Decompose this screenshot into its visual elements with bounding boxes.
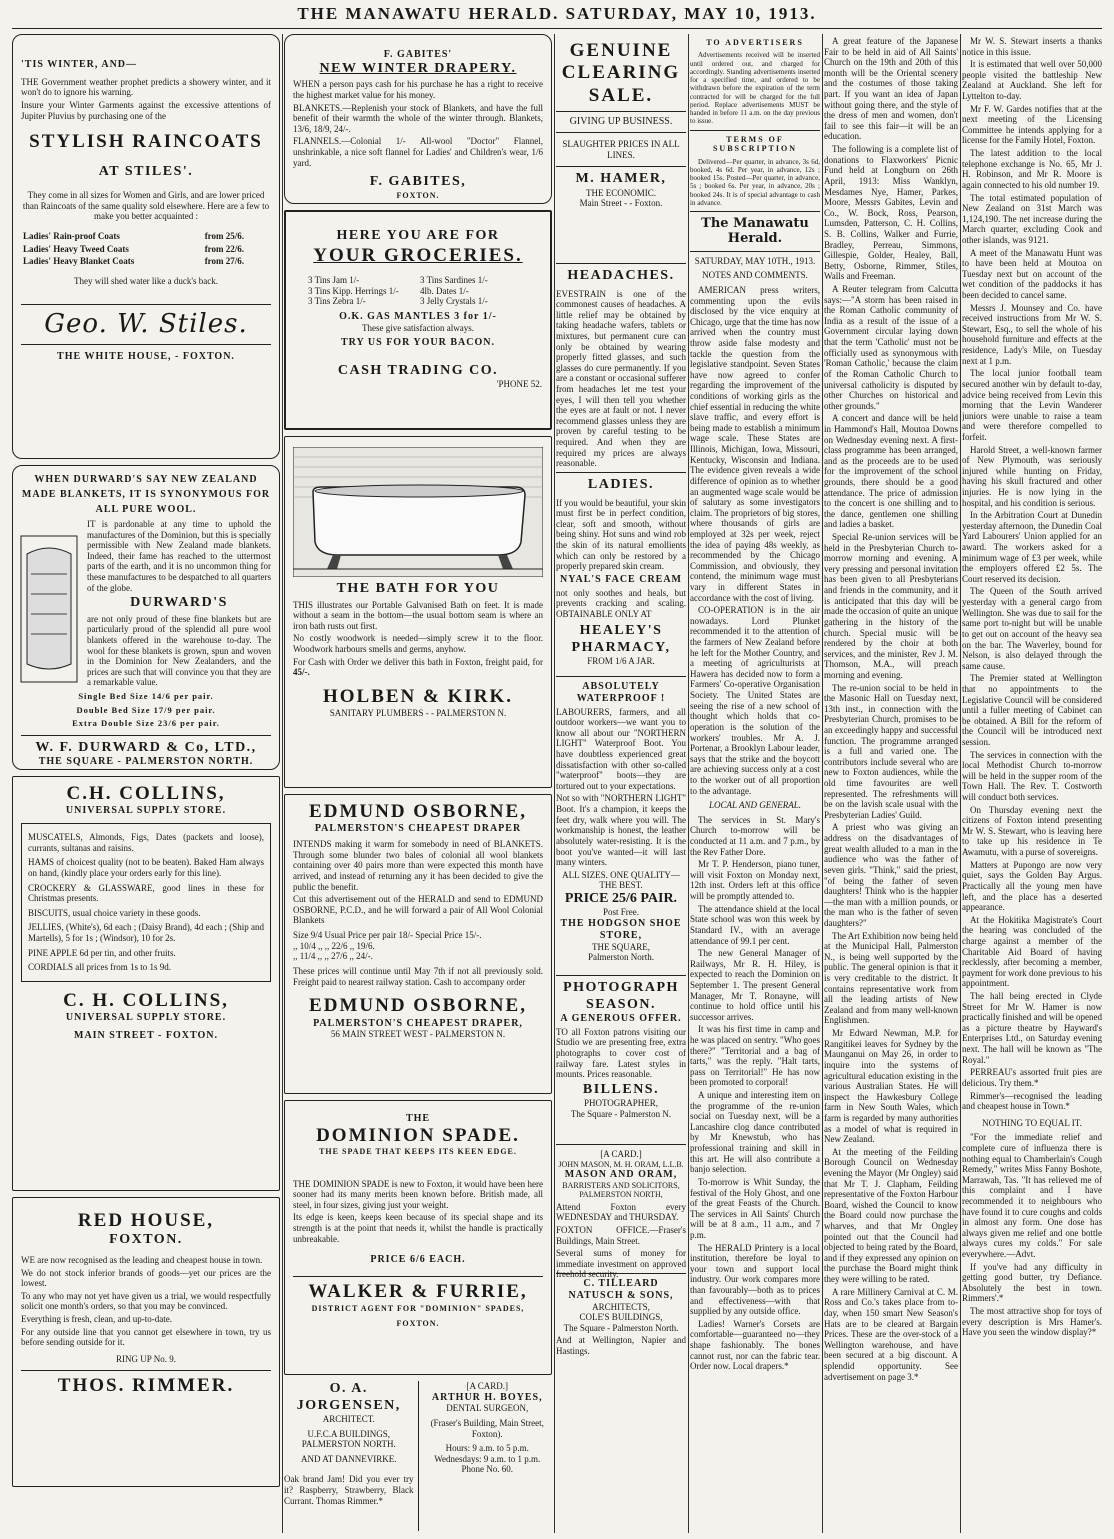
column-4	[690, 34, 820, 1533]
tilleard-text: And at Wellington, Napier and Hastings.	[556, 1335, 686, 1357]
collins-title: C. H. COLLINS,	[63, 989, 229, 1011]
list-item: 3 Tins Zebra 1/-	[308, 296, 366, 307]
column-3	[556, 34, 686, 1533]
article-text: The HERALD Printery is a local institution, therefore be loyal to your town and support local industry. Our work compares more than favourably—both as to prices and effectiveness—with that supplied by any outside office.	[690, 1242, 820, 1317]
headaches-advert	[556, 268, 686, 468]
durward-advert	[12, 465, 280, 770]
article-text: The total estimated population of New Zealand on 31st March was 1,124,190. The net increase during the March quarter, excluding Cook and other islands, was 9121.	[962, 192, 1102, 245]
article-text: The new General Manager of Railways, Mr R. H. Hiley, is expected to reach the Dominion on September 1. The present General Manager, Mr T. Ronayne, will continue to hold office until his successor arrives.	[690, 948, 820, 1022]
article-text: A Reuter telegram from Calcutta says:—"A storm has been raised in the Roman Catholic community of India as a result of the issue of a Government circular laying down that the term 'Catholic' must not be officially used as synonymous with 'Roman Catholic,' because the claim of the Roman Catholic Church to universal catholicity is disputed by other Churches on historical and other grounds."	[824, 284, 958, 411]
article-text: CO-OPERATION is in the air nowadays. Lord Plunket recommended it to the attention of the farmers of New Zealand before he left for the Mother Country, and a meeting of agriculturists at Hawera has decided now to form a Farmers' Co-operative Organisation Society. The United States are seeing the rise of a new school of thought which holds that co-operation is the solution of the workers' troubles. Mr A. J. Portenar, a Brooklyn Labour leader, says that the strike and the boycott are achieving success only at a cost to the worker out of all proportion to the advantage.	[690, 605, 820, 796]
hodgson-firm: THE HODGSON SHOE STORE,	[560, 918, 682, 941]
osborne-text: INTENDS making it warm for somebody in need of BLANKETS. Through some blunder two bales of colonial all wool blankets containing over 40 pairs more than were expected this month have arrived, and instead of returning any it has been decided to give the public the benefit.	[293, 839, 543, 892]
stiles-text: Insure your Winter Garments against the excessive attentions of Jupiter Pluvius by purchasing one of the	[21, 100, 271, 121]
gabites-title: NEW WINTER DRAPERY.	[319, 60, 517, 76]
advertisers-text: Advertisements received will be inserted until ordered out, and charged for accordingly. Standing advertisements inserted for a specified time, and ordered to be withdrawn before the expiration of the term contracted for will be charged for the full period. Replace advertisements MUST be handed in before 11 a.m. on the day previous to issue.	[690, 51, 820, 126]
cashtrading-list	[294, 275, 542, 307]
column-divider	[822, 34, 823, 1533]
collins-subtitle: UNIVERSAL SUPPLY STORE.	[65, 805, 227, 817]
stiles-signature: Geo. W. Stiles.	[21, 304, 271, 345]
osborne-subtitle: PALMERSTON'S CHEAPEST DRAPER	[314, 823, 522, 835]
hodgson-address: Palmerston North.	[588, 952, 654, 963]
masthead-rule	[12, 28, 1102, 29]
stiles-advert	[12, 34, 280, 459]
boyes-role: DENTAL SURGEON,	[446, 1403, 529, 1414]
osborne-title: EDMUND OSBORNE,	[309, 801, 527, 822]
redhouse-text: We do not stock inferior brands of goods—yet our prices are the lowest.	[21, 1267, 271, 1289]
sale-giving-up: GIVING UP BUSINESS.	[569, 116, 673, 128]
cashtrading-heading: HERE YOU ARE FOR	[336, 228, 500, 243]
list-item: 3 Tins Kipp. Herrings 1/-	[308, 285, 399, 296]
table-row	[21, 230, 271, 243]
hodgson-advert	[556, 681, 686, 971]
collins-advert	[12, 776, 280, 1191]
article-text: Ladies! Warner's Corsets are comfortable—guaranteed no—they shape fashionably. The bones cannot rust, nor can the fabric tear. Order now. Local drapers.*	[690, 1318, 820, 1372]
spade-the: THE	[405, 1113, 431, 1124]
spade-subtitle: THE SPADE THAT KEEPS ITS KEEN EDGE.	[319, 1147, 517, 1157]
durward-text: IT is pardonable at any time to uphold the manufactures of the Dominion, but this is specially permissible with New Zealand made blankets. Indeed, their fame has reached to the uttermost parts of the earth, and it is no uncommon thing for these manufactures to be despatched to all quarters of the globe.	[87, 519, 271, 593]
bath-text: THIS illustrates our Portable Galvanised Bath on feet. It is made without a seam in the bottom—the usual bottom seam is where an iron bath rusts out first.	[293, 599, 543, 631]
article-text: On Thursday evening next the citizens of Foxton intend presenting Mr W. S. Stewart, who is leaving here to take up his residence in Te Awamutu, with a purse of sovereigns.	[962, 804, 1102, 858]
bath-price: 45/-.	[293, 667, 310, 678]
article-text: A meet of the Manawatu Hunt was to have been held at Moutoa on Tuesday next but on account of the wet condition of the paddocks it has been decided to cancel same.	[962, 247, 1102, 301]
stiles-text: THE Government weather prophet predicts a showery winter, and it won't do to ignore his warning.	[21, 76, 271, 98]
cashtrading-advert	[284, 210, 552, 430]
spade-address: FOXTON.	[396, 1318, 440, 1328]
osborne-prices	[293, 930, 543, 962]
redhouse-subtitle: FOXTON.	[109, 1232, 183, 1248]
bath-address: SANITARY PLUMBERS - - PALMERSTON N.	[329, 708, 507, 719]
item-name: Ladies' Heavy Blanket Coats	[23, 256, 135, 267]
article-text: PERREAU's assorted fruit pies are delicious. Try them.*	[962, 1067, 1102, 1088]
item-price: from 25/6.	[204, 230, 245, 241]
advertisers-heading: TO ADVERTISERS	[706, 38, 804, 47]
tilleard-role: ARCHITECTS,	[592, 1301, 650, 1312]
osborne-address: 56 MAIN STREET WEST - PALMERSTON N.	[330, 1029, 506, 1040]
article-text: The services in St. Mary's Church to-morrow will be conducted at 11 a.m. and 7 p.m., by the Rev Father Dore.	[690, 814, 820, 857]
size-row: Extra Double Size 23/6 per pair.	[72, 718, 220, 729]
column-divider	[554, 34, 555, 1533]
blanket-illustration-icon	[19, 534, 79, 684]
spade-agent: DISTRICT AGENT FOR "DOMINION" SPADES,	[311, 1303, 525, 1313]
article-text: Mr F. W. Gardes notifies that at the next meeting of the Licensing Committee he intends applying for a license for the Family Hotel, Foxton.	[962, 103, 1102, 146]
hamer-firm: M. HAMER,	[575, 171, 667, 187]
hodgson-text: LABOURERS, farmers, and all outdoor workers—we want you to know all about our "NORTHERN LIGHT" Waterproof Boot. You have doubtless experienced great dissatisfaction with other so-called "waterproof" boots—they are tortured out to your expectations.	[556, 706, 686, 791]
article-text: Mr Edward Newman, M.P. for Rangitikei leaves for Sydney by the Maunganui on May 26, in order to inquire into the systems of agricultural education existing in the various Australian States. He will inspect the Hawkesbury College farm in New South Wales, which farm is regarded by many authorities as a model of what is required in New Zealand.	[824, 1028, 958, 1145]
article-text: It was his first time in camp and he was placed on sentry. "Who goes there?" "Territorial and a bag of tarts," was the reply. "Halt tarts, pass on Territorial!" He has now been promoted to corporal!	[690, 1024, 820, 1088]
hodgson-address: THE SQUARE,	[592, 941, 650, 952]
stiles-subtitle: AT STILES'.	[98, 163, 194, 179]
redhouse-text: For any outside line that you cannot get elsewhere in town, try us before sending outside for it.	[21, 1326, 271, 1348]
redhouse-text: Everything is fresh, clean, and up-to-date.	[21, 1313, 172, 1324]
osborne-subtitle: PALMERSTON'S CHEAPEST DRAPER,	[313, 1017, 523, 1029]
cashtrading-note: These give satisfaction always.	[362, 322, 474, 333]
mason-card-label: [A CARD.]	[600, 1149, 642, 1159]
boyes-name: ARTHUR H. BOYES,	[431, 1391, 543, 1403]
article-text: Messrs J. Mounsey and Co. have received instructions from Mr W. S. Stewart, Esq., to sell the whole of his household furniture and effects at the residence, Lady's Mile, on Tuesday next at 1 p.m.	[962, 302, 1102, 366]
list-item: HAMS of choicest quality (not to be beaten). Baked Ham always on hand, (kindly place your orders early for this line).	[28, 857, 264, 879]
spade-text: Its edge is keen, keeps keen because of its special shape and its strength is at the point that needs it, whilst the handle is practically unbreakable.	[293, 1212, 543, 1244]
jorgensen-card	[284, 1381, 419, 1531]
article-text: At the meeting of the Feilding Borough Council on Wednesday evening the Mayor (Mr Ongley) said that Mr T. J. Clapham, Feilding representative of the Foxton Harbour Board, wished the Council to know the Board could now purchase the wharves, and that Mr Ongley pointed out that the Council had objected to being rated by the Board, and if they expressed any opinion on the purchase the Board might think they were willing to be rated.	[824, 1146, 958, 1285]
durward-heading: WHEN DURWARD'S SAY NEW ZEALAND MADE BLANKETS, IT IS SYNONYMOUS FOR ALL PURE WOOL.	[21, 474, 271, 515]
healey-advert	[556, 477, 686, 672]
boyes-card-label: [A CARD.]	[466, 1381, 508, 1391]
billens-role: PHOTOGRAPHER,	[583, 1098, 659, 1109]
stiles-price-table	[21, 230, 271, 268]
mason-text: Several sums of money for immediate investment on approved freehold security.	[556, 1248, 686, 1280]
table-row	[21, 243, 271, 256]
hodgson-sizes: ALL SIZES. ONE QUALITY—THE BEST.	[562, 869, 680, 891]
article-text: The local junior football team secured another win by default to-day, advice being received from Levin this morning that the Levin Wanderer juniors were unable to raise a team and were therefore compelled to forfeit.	[962, 368, 1102, 442]
bath-offer: For Cash with Order we deliver this bath in Foxton, freight paid, for	[293, 656, 543, 667]
hodgson-price: PRICE 25/6 PAIR.	[564, 890, 678, 906]
redhouse-signature: THOS. RIMMER.	[57, 1375, 235, 1397]
article-text: It is estimated that well over 50,000 people visited the battleship New Zealand at Auckland. She left for Lyttelton to-day.	[962, 59, 1102, 102]
size-row: Double Bed Size 17/9 per pair.	[76, 704, 216, 715]
billens-address: The Square - Palmerston N.	[570, 1109, 672, 1119]
gabites-firm: F. GABITES,	[369, 174, 467, 190]
boyes-address: (Fraser's Building, Main Street, Foxton).	[430, 1418, 544, 1439]
headaches-text: EVESTRAIN is one of the commonest causes of headaches. A little relief may be obtained by taking headache wafers, tablets or mixtures, but permanent cure can only be obtained by wearing properly fitted glasses, and such glasses do cure permanently. If you are a constant or occasional sufferer from headaches let me test your eyes, I will then tell you whether the eyes are at fault or not. I never recommend glasses unless they are proven by careful testing to be required. And when they are required my prices are always reasonable.	[556, 288, 686, 469]
article-text: The Queen of the South arrived yesterday with a general cargo from Wellington. She was due to sail for the same port to-night but will be unable to get out on account of the heavy sea on the bar. The Waverley, bound for Nelson, is also delayed through the same cause.	[962, 586, 1102, 671]
article-text: The services in connection with the local Methodist Church to-morrow will be held in the supper room of the Town Hall. The Rev. T. Costworth will conduct both services.	[962, 749, 1102, 803]
spade-price: PRICE 6/6 EACH.	[370, 1254, 466, 1266]
list-item: CORDIALS all prices from 1s to 1s 9d.	[28, 962, 171, 973]
article-text: The hall being erected in Clyde Street for Mr W. Hamer is now practically finished and will be opened as a picture theatre by Hayward's Enterprises Ltd., on Saturday evening next. The hall will be known as "The Royal."	[962, 991, 1102, 1065]
article-text: The most attractive shop for toys of every description is Mrs Hamer's. Have you seen the window display?*	[962, 1306, 1102, 1338]
cashtrading-mantles: O.K. GAS MANTLES 3 for 1/-	[339, 310, 497, 322]
bath-advert	[284, 436, 552, 788]
article-text: Matters at Pupongo are now very quiet, says the Golden Bay Argus. Practically all the young men have left, and the place has a deserted appearance.	[962, 859, 1102, 913]
redhouse-title: RED HOUSE,	[77, 1210, 215, 1231]
article-text: The re-union social to be held in the Masonic Hall on Tuesday next, 13th inst., in connection with the Presbyterian Church, promises to be an exceedingly happy and successful function. The programme arranged is a full and varied one. The contributors include several who are new to Foxton audiences, while the old time favourites are well represented. The refreshments will be on the lavish scale usual with the Presbyterian Ladies' Guild.	[824, 682, 958, 820]
nyal-cream: NYAL'S FACE CREAM	[559, 573, 682, 585]
bath-illustration-icon	[293, 447, 543, 577]
durward-address: THE SQUARE - PALMERSTON NORTH.	[38, 756, 254, 768]
spade-title: DOMINION SPADE.	[316, 1124, 520, 1146]
photo-subtitle: A GENEROUS OFFER.	[560, 1013, 682, 1025]
list-item: 3 Tins Jam 1/-	[308, 274, 360, 285]
column-divider	[688, 34, 689, 1533]
masthead: THE MANAWATU HERALD. SATURDAY, MAY 10, 1913.	[297, 4, 817, 23]
mason-role: BARRISTERS AND SOLICITORS, PALMERSTON NORTH,	[562, 1180, 680, 1200]
durward-name: DURWARD'S	[130, 595, 228, 611]
article-text: Mr W. S. Stewart inserts a thanks notice in this issue.	[962, 36, 1102, 57]
tilleard-address: The Square - Palmerston North.	[563, 1322, 679, 1333]
billens-firm: BILLENS.	[582, 1081, 660, 1097]
mason-text: Attend Foxton every WEDNESDAY and THURSDAY.	[556, 1201, 686, 1223]
ladies-title: LADIES.	[587, 477, 655, 492]
list-item: 3 Tins Sardines 1/-	[420, 274, 488, 285]
article-text: "For the immediate relief and complete cure of influenza there is nothing equal to Chamberlain's Cough Remedy," writes Miss Fanny Boshote, Marrawah, Tas. "It has relieved me of this complaint and I have recommended it to neighbours who have found it to cure coughs and colds in almost any form. One dose has always given me relief and one bottle always cures my colds." For sale everywhere.—Advt.	[962, 1132, 1102, 1260]
durward-sizes	[21, 690, 271, 731]
article-text: At the Hokitika Magistrate's Court the hearing was concluded of the charge against a member of the Charitable Aid Board of having recklessly, after becoming a member, payment for work done previous to his appointment.	[962, 914, 1102, 989]
collins-address: MAIN STREET - FOXTON.	[74, 1030, 218, 1042]
item-name: Ladies' Heavy Tweed Coats	[23, 243, 129, 254]
jorgensen-name: O. A. JORGENSEN,	[296, 1381, 401, 1413]
gabites-text: WHEN a person pays cash for his purchase he has a right to receive the highest market value for his money.	[293, 79, 543, 100]
stiles-note: They will shed water like a duck's back.	[73, 275, 219, 286]
hodgson-title: WATERPROOF !	[576, 692, 666, 704]
healey-firm: HEALEY'S PHARMACY,	[571, 623, 671, 655]
stiles-text: They come in all sizes for Women and Girls, and are lower priced than Raincoats of the same quality sold elsewhere. Here are a few to make you better acquainted :	[22, 190, 270, 222]
sale-slaughter: SLAUGHTER PRICES IN ALL LINES.	[562, 139, 680, 160]
tilleard-firm: C. TILLEARD NATUSCH & SONS,	[568, 1278, 674, 1301]
article-text: The following is a complete list of donations to Flaxworkers' Picnic Fund held at Longburn on 26th April, 1913: Miss Wanklyn, Mesdames Nye, Hamer, Parkes, Moore, Messrs Gabites, Levin and Co., W. Bock, Ross, Pearson, Lumsden, Patterson, C. H. Collins, S. B. Collins, Walker and Furrie, Bradley, Perreau, Simmons, Gillespie, Golder, Healey, Ball, Betty, Osborne, Rimmer, Stiles, Walls and Freeman.	[824, 144, 958, 282]
subscription-text: Delivered—Per quarter, in advance, 3s 6d, booked, 4s 6d. Per year, in advance, 12s ; booked 15s. Posted—Per quarter, in advance, 5s ; booked 6s. Per year, in advance, 20s ; booked 24s. It is of special advantage to cash in advance.	[690, 157, 820, 207]
cashtrading-bacon: TRY US FOR YOUR BACON.	[341, 337, 495, 349]
column-6	[962, 34, 1102, 1533]
redhouse-phone: RING UP No. 9.	[116, 1353, 176, 1364]
article-text: The attendance shield at the local State school was won this week by Standard IV., with an average attendance of 99.1 per cent.	[690, 903, 820, 946]
gabites-text: FLANNELS.—Colonial 1/- All-wool "Doctor" Flannel, unshrinkable, a nice soft flannel for Ladies' and Children's wear, 1/6 yard.	[293, 136, 543, 168]
item-price: from 27/6.	[204, 256, 245, 267]
list-item: MUSCATELS, Almonds, Figs, Dates (packets and loose), currants, sultanas and raisins.	[28, 832, 264, 853]
gabites-pre: F. GABITES'	[383, 49, 453, 60]
tilleard-address: COLE'S BUILDINGS,	[579, 1312, 663, 1323]
herald-nameplate: The Manawatu Herald.	[701, 216, 809, 247]
photo-title: SEASON.	[585, 996, 657, 1012]
jorgensen-jam: Oak brand Jam! Did you ever try it? Raspberry, Strawberry, Black Currant. Thomas Rimmer.*	[284, 1474, 414, 1506]
hodgson-text: Not so with "NORTHERN LIGHT" Boot. It's a champion, it keeps the feet dry, walk where you will. The workmanship is honest, the leather absolutely water-resisting. It is the boot you've wanted—it will last many winters.	[556, 793, 686, 868]
article-text: AMERICAN press writers, commenting upon the evils disclosed by the vice enquiry at Chicago, urge that the time has now arrived when the country must throw aside false modesty and tackle the question from the legislative standpoint. Seven States have now agreed to confer regarding the improvement of the conditions of working girls as the chief essential in reducing the white slave traffic, and every effort is being made to establish a minimum wage scale. These States are Illinois, Michigan, Iowa, Missouri, Kentucky, Wisconsin and Indiana. The evidence given reveals a wide difference of opinion as to whether an augmented wage scale would be of salutary as some investigators claim. The proprietors of big stores, where thousands of girls are employed at 32s per week, reject the idea of paying 48s weekly, as recommended by the Chicago Commission, and obviously, they contend, the minimum wage must vary in different States in accordance with the cost of living.	[690, 284, 820, 603]
column-divider	[960, 34, 961, 1533]
column-5	[824, 34, 958, 1533]
article-text: Mr T. P. Henderson, piano tuner, will visit Foxton on Monday next, 12th inst. Orders left at this office will be promptly attended to.	[690, 859, 820, 902]
price-row: ,, 10/4 ,, ,, 22/6 ,, 19/6.	[293, 940, 375, 951]
size-row: Single Bed Size 14/6 per pair.	[78, 691, 214, 702]
durward-text: are not only proud of these fine blankets but are particularly proud of the splendid all pure wool blankets offered in the warehouse to-day. The wool for these blankets is grown, spun and woven in the Dominion for New Zealanders, and the prices are such that will convince you that they are a remarkable value.	[87, 613, 271, 688]
boyes-phone: Phone No. 60.	[461, 1464, 513, 1475]
sale-title: SALE.	[588, 84, 654, 106]
gabites-advert	[284, 34, 552, 204]
boyes-card	[423, 1381, 553, 1531]
cashtrading-phone: 'PHONE 52.	[496, 379, 542, 390]
healey-price: FROM 1/6 A JAR.	[587, 656, 655, 667]
notes-heading: NOTES AND COMMENTS.	[702, 270, 808, 281]
bath-title: THE BATH FOR YOU	[336, 581, 500, 596]
billens-advert	[556, 980, 686, 1140]
article-text: Rimmer's—recognised the leading and cheapest house in Town.*	[962, 1090, 1102, 1112]
sale-title: GENUINE	[569, 40, 673, 61]
cards-row	[284, 1381, 552, 1531]
article-text: A great feature of the Japanese Fair to be held in aid of All Saints' Church on the 19th and 20th of this month will be the Oriental scenery and the costumes of those taking part. If you want an idea of Japan without going there, and the style of the dress of men and women, don't fail to see this fair—it will be an education.	[824, 36, 958, 142]
list-item: 4lb. Dates 1/-	[420, 285, 469, 296]
local-heading: LOCAL AND GENERAL.	[709, 800, 801, 811]
collins-items	[21, 823, 271, 982]
spade-text: THE DOMINION SPADE is new to Foxton, it would have been here sooner had its many merits been known before. British made, all steel, in four sizes, giving just your weight.	[293, 1178, 543, 1210]
osborne-advert	[284, 794, 552, 1094]
jorgensen-role: ARCHITECT.	[322, 1414, 375, 1425]
mason-names: JOHN MASON, M. H. ORAM, L.L.B.	[558, 1159, 684, 1169]
hodgson-post: Post Free.	[603, 907, 639, 918]
stiles-address: THE WHITE HOUSE, - FOXTON.	[57, 351, 235, 363]
stiles-heading: 'TIS WINTER, AND—	[21, 59, 138, 70]
article-text: The Art Exhibition now being held at the Municipal Hall, Palmerston N., is being well supported by the public. The general opinion is that it is very creditable to the district. It contains representative work from all the leading artists of New Zealand and from many well-known Englishmen.	[824, 930, 958, 1026]
mason-firm: MASON AND ORAM,	[564, 1169, 678, 1181]
hamer-address: Main Street - - Foxton.	[579, 198, 663, 209]
list-item: JELLIES, (White's), 6d each ; (Daisy Brand), 4d each ; (Ship and Martells), 5 for 1s ; (Windsor), 10 for 2s.	[28, 922, 264, 944]
redhouse-text: To any who may not yet have given us a trial, we would respectfully solicit one month's orders, so that you may be convinced.	[21, 1290, 271, 1312]
article-text: Harold Street, a well-known farmer of New Plymouth, was seriously injured while hunting on Friday, having his skull fractured and other injuries. He is now lying in the hospital, and his condition is serious.	[962, 444, 1102, 508]
cashtrading-firm: CASH TRADING CO.	[337, 362, 499, 378]
bath-firm: HOLBEN & KIRK.	[322, 685, 514, 707]
article-text: Special Re-union services will be held in the Presbyterian Church to-morrow morning and evening. A very pressing and personal invitation has been given to all Presbyterians and friends in the community, and it is anticipated that this day will be made the occasion of quite an unique gathering in the history of the church. Special music will be rendered by the choir at both services, and the minister, Rev J. M. Thomson, M.A., will preach morning and evening.	[824, 532, 958, 680]
spade-firm: WALKER & FURRIE,	[308, 1281, 528, 1303]
list-item: PINE APPLE 6d per tin, and other fruits.	[28, 947, 176, 958]
article-text: A rare Millinery Carnival at C. M. Ross and Co.'s takes place from to-day, when 150 smart New Season's Hats are to be cleared at Bargain Prices. These are the over-stock of a Wellington warehouse, and have been secured at a big discount. A splendid opportunity. See advertisement on page 3.*	[824, 1286, 958, 1382]
jorgensen-branch: AND AT DANNEVIRKE.	[300, 1453, 397, 1464]
photo-title: PHOTOGRAPH	[563, 980, 679, 995]
mason-oram-card	[556, 1149, 686, 1280]
redhouse-text: WE are now recognised as the leading and cheapest house in town.	[21, 1254, 263, 1265]
article-text: The latest addition to the local telephone exchange is No. 65, Mr J. H. Robinson, and Mr R. Moore is again connected to his old number 19.	[962, 148, 1102, 190]
article-text: A priest who was giving an address on the disadvantages of great wealth alluded to a man in the audience who was the father of seven girls. "Think," said the priest, "of being the father of seven daughters! Think who is the happier—the man with a million pounds, or the man who is the father of seven daughters?"	[824, 822, 958, 928]
ladies-text: If you would be beautiful, your skin must first be in perfect condition, clear, soft and smooth, without being shiny. Hot suns and wind rob the skin of its natural emollients which can only be restored by a properly prepared skin cream.	[556, 497, 686, 572]
osborne-text: These prices will continue until May 7th if not all previously sold. Freight paid to nearest railway station. Cash to accompany order	[293, 965, 543, 987]
article-text: The Premier stated at Wellington that no appointments to the Legislative Council will be considered until a fuller meeting of Cabinet can be obtained. A Bill for the reform of the Council will be introduced next session.	[962, 673, 1102, 747]
subscription-heading: TERMS OF SUBSCRIPTION	[712, 134, 797, 154]
ladies-text: not only soothes and heals, but prevents cracking and scaling. OBTAINABLE ONLY AT	[556, 587, 686, 619]
gabites-address: FOXTON.	[396, 190, 440, 200]
hamer-advert	[556, 34, 686, 259]
osborne-text: Cut this advertisement out of the HERALD and send to EDMUND OSBORNE, P.C.D., and he will forward a pair of All Wool Colonial Blankets	[293, 894, 543, 926]
column-divider	[282, 34, 283, 1533]
sale-title: CLEARING	[561, 62, 681, 84]
cashtrading-title: YOUR GROCERIES.	[313, 244, 523, 266]
bath-text	[293, 657, 543, 678]
boyes-hours: Hours: 9 a.m. to 5 p.m. Wednesdays: 9 a.m. to 1 p.m.	[434, 1443, 541, 1464]
redhouse-advert	[12, 1197, 280, 1487]
durward-firm: W. F. DURWARD & Co, LTD.,	[35, 739, 257, 755]
article-text: A concert and dance will be held in Hammond's Hall, Moutoa Downs on Wednesday evening next. A first-class programme has been arranged, and as the proceeds are to be used for the improvement of the school grounds, there should be a good attendance. The price of admission to the concert is one shilling and to the dance, gentlemen one shilling and ladies a basket.	[824, 413, 958, 530]
stiles-title: STYLISH RAINCOATS	[29, 131, 263, 153]
article-text: A unique and interesting item on the programme of the re-union social on Tuesday next, will be a Lancashire clog dance contributed by Mr Knewstub, who has professional training and skill in this art. He will also contribute a banjo selection.	[690, 1090, 820, 1175]
price-row: ,, 11/4 ,, ,, 27/6 ,, 24/-.	[293, 951, 373, 962]
item-price: from 22/6.	[204, 243, 245, 254]
list-item: CROCKERY & GLASSWARE, good lines in these for Christmas presents.	[28, 882, 264, 904]
hamer-subtitle: THE ECONOMIC.	[586, 187, 656, 198]
mason-text: FOXTON OFFICE.—Fraser's Buildings, Main Street.	[556, 1224, 686, 1246]
list-item: 3 Jelly Crystals 1/-	[420, 296, 488, 307]
article-text: To-morrow is Whit Sunday, the festival of the Holy Ghost, and one of the great Feasts of the Church. The services in All Saints' Church will be at 8 a.m., 11 a.m., and 7 p.m.	[690, 1176, 820, 1240]
photo-text: TO all Foxton patrons visiting our Studio we are presenting free, extra photographs to cover cost of railway fare. Latest styles in mounts. Prices reasonable.	[556, 1026, 686, 1080]
article-text: If you've had any difficulty in getting good butter, try Defiance. Absolutely the best in town. Rimmers'.*	[962, 1261, 1102, 1304]
hodgson-title: ABSOLUTELY	[582, 681, 660, 692]
headaches-title: HEADACHES.	[567, 268, 675, 283]
issue-date: SATURDAY, MAY 10TH., 1913.	[694, 255, 816, 266]
osborne-title: EDMUND OSBORNE,	[309, 995, 527, 1017]
list-item: BISCUITS, usual choice variety in these goods.	[28, 907, 201, 918]
jorgensen-address: U.F.C.A BUILDINGS, PALMERSTON NORTH.	[301, 1428, 396, 1450]
collins-title: C.H. COLLINS,	[66, 783, 226, 804]
gabites-text: BLANKETS.—Replenish your stock of Blankets, and have the full benefit of their warmth the whole of the winter through. Blankets, 13/6, 18/9, 24/-.	[293, 102, 543, 134]
table-row	[21, 255, 271, 268]
item-name: Ladies' Rain-proof Coats	[23, 230, 120, 241]
collins-subtitle: UNIVERSAL SUPPLY STORE.	[65, 1012, 227, 1024]
column-2	[284, 34, 552, 1533]
bath-text: No costly woodwork is needed—simply screw it to the floor. Woodwork harbours smells and germs, anyhow.	[293, 633, 543, 654]
article-text: In the Arbitration Court at Dunedin yesterday afternoon, the Dunedin Coal Yard Labourers' Union applied for an award. The workers asked for a minimum wage of £3 per week, while the employers offered £2 5s. The Court reserved its decision.	[962, 510, 1102, 584]
nothing-heading: NOTHING TO EQUAL IT.	[982, 1117, 1082, 1128]
column-1	[12, 34, 280, 1533]
tilleard-card	[556, 1278, 686, 1357]
price-row: Size 9/4 Usual Price per pair 18/- Special Price 15/-.	[293, 930, 482, 941]
spade-advert	[284, 1100, 552, 1375]
